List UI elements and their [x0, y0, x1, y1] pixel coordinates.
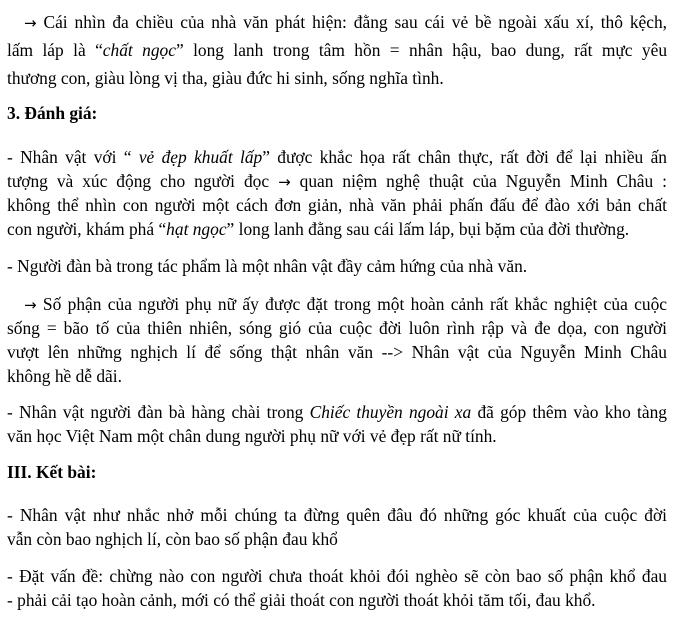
- paragraph-5-line-1: - Nhân vật người đàn bà hàng chài trong Chiếc thuyền ngoài xa đã góp thêm vào kho tàng: [7, 402, 667, 422]
- paragraph-4-line-1: → Số phận của người phụ nữ ấy được đặt trong một hoàn cảnh rất khắc nghiệt của cuộc: [24, 294, 667, 314]
- paragraph-2-line-4: con người, khám phá “hạt ngọc” long lanh đằng sau cái lấm láp, bụi bặm của đời thường.: [7, 219, 630, 239]
- paragraph-1-line-3: thương con, giàu lòng vị tha, giàu đức hi sinh, sống nghĩa tình.: [7, 68, 444, 88]
- paragraph-6-line-2: vẫn còn bao nghịch lí, còn bao số phận đau khổ: [7, 529, 338, 549]
- paragraph-1-line-2: lấm láp là “chất ngọc” long lanh trong tâm hồn = nhân hậu, bao dung, rất mực yêu: [7, 40, 668, 60]
- right-arrow-icon: →: [278, 173, 291, 191]
- paragraph-5-line-2: văn học Việt Nam một chân dung người phụ nữ với vẻ đẹp rất nữ tính.: [7, 426, 497, 446]
- paragraph-4-line-3: vượt lên những nghịch lí để sống thật nhân văn --> Nhân vật của Nguyễn Minh Châu: [7, 342, 667, 362]
- paragraph-6-line-1: - Nhân vật như nhắc nhở mỗi chúng ta đừng quên đâu đó những góc khuất của cuộc đời: [7, 505, 667, 525]
- paragraph-4-line-4: không hề dễ dãi.: [7, 366, 122, 386]
- section-heading-danh-gia: 3. Đánh giá:: [7, 103, 98, 123]
- section-heading-ket-bai: III. Kết bài:: [7, 462, 97, 482]
- paragraph-3: - Người đàn bà trong tác phẩm là một nhân vật đầy cảm hứng của nhà văn.: [7, 256, 528, 276]
- paragraph-2-line-1: - Nhân vật với “ vẻ đẹp khuất lấp” được khắc họa rất chân thực, rất đời để lại nhiều ấn: [7, 147, 667, 167]
- paragraph-2-line-2: tượng và xúc động cho người đọc → quan niệm nghệ thuật của Nguyễn Minh Châu :: [7, 171, 668, 191]
- paragraph-7-line-2: - phải cải tạo hoàn cảnh, mới có thể giải thoát con người thoát khỏi tăm tối, đau khổ.: [7, 590, 596, 610]
- right-arrow-icon: →: [24, 296, 37, 314]
- paragraph-7-line-1: - Đặt vấn đề: chừng nào con người chưa thoát khỏi đói nghèo sẽ còn bao số phận khổ đau: [7, 566, 667, 586]
- paragraph-1-line-1: → Cái nhìn đa chiều của nhà văn phát hiện: đằng sau cái vẻ bề ngoài xấu xí, thô kệch,: [24, 12, 667, 32]
- right-arrow-icon: →: [24, 14, 37, 32]
- paragraph-2-line-3: không thể nhìn con người một cách đơn giản, nhà văn phải phấn đấu để đào xới bản chất: [7, 195, 667, 215]
- paragraph-4-line-2: sống = bão tố của thiên nhiên, sóng gió của cuộc đời luôn rình rập và đe dọa, con người: [7, 318, 667, 338]
